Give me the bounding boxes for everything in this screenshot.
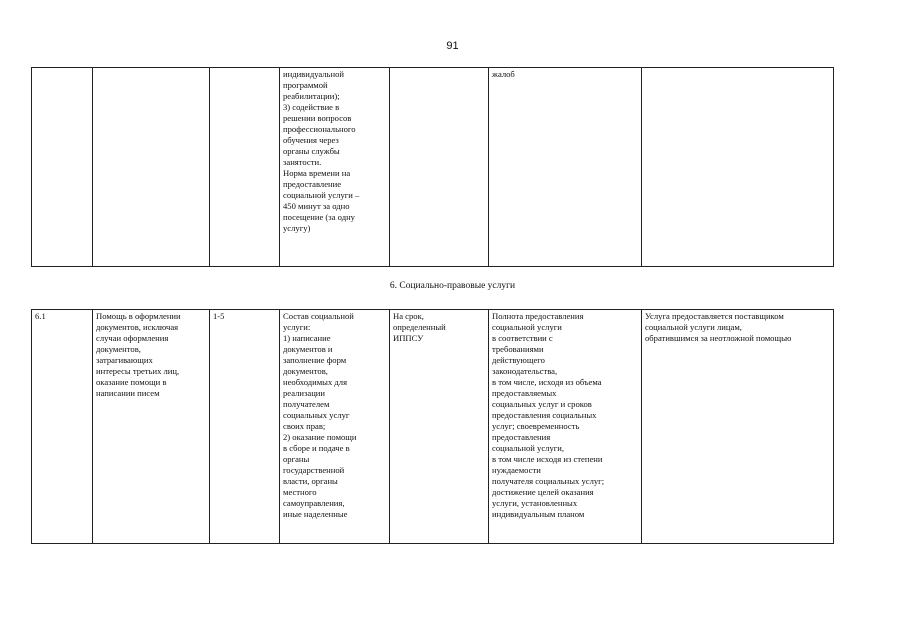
- text-line: самоуправления,: [283, 498, 345, 508]
- cell-number: 6.1: [32, 310, 93, 544]
- text-line: реабилитации);: [283, 91, 340, 101]
- text-line: получателем: [283, 399, 330, 409]
- text-line: требованиями: [492, 344, 544, 354]
- cell-quality: [489, 310, 642, 544]
- text-line: интересы третьих лиц,: [96, 366, 180, 376]
- text-line: социальных услуг и сроков: [492, 399, 592, 409]
- text-line: посещение (за одну: [283, 212, 355, 222]
- text-line: решении вопросов: [283, 113, 352, 123]
- text-line: документов и: [283, 344, 333, 354]
- text-line: обучения через: [283, 135, 339, 145]
- text-line: Услуга предоставляется поставщиком: [645, 311, 784, 321]
- text-line: индивидуальной: [283, 69, 344, 79]
- text-line: местного: [283, 487, 317, 497]
- text-line: предоставление: [283, 179, 342, 189]
- text-line: власти, органы: [283, 476, 338, 486]
- text-line: написании писем: [96, 388, 160, 398]
- text-line: предоставления социальных: [492, 410, 597, 420]
- text-line: программой: [283, 80, 328, 90]
- cell-number: [32, 68, 93, 267]
- text-line: услуги:: [283, 322, 311, 332]
- text-line: в соответствии с: [492, 333, 553, 343]
- text-line: оказание помощи в: [96, 377, 167, 387]
- table-row: [32, 68, 834, 267]
- text-line: социальной услуги,: [492, 443, 565, 453]
- cell-conditions: [642, 68, 834, 267]
- text-line: в сборе и подаче в: [283, 443, 350, 453]
- text-line: достижение целей оказания: [492, 487, 594, 497]
- section-title: 6. Социально-правовые услуги: [389, 281, 516, 291]
- text-line: ИППСУ: [393, 333, 424, 343]
- text-line: иные наделенные: [283, 509, 348, 519]
- text-line: Полнота предоставления: [492, 311, 584, 321]
- page-number: 91: [446, 40, 459, 52]
- text-line: Помощь в оформлении: [96, 311, 181, 321]
- text-line: в том числе, исходя из объема: [492, 377, 602, 387]
- cell-service-name: [93, 68, 210, 267]
- text-line: услуг; своевременность: [492, 421, 580, 431]
- text-line: необходимых для: [283, 377, 348, 387]
- text-line: жалоб: [492, 69, 515, 79]
- text-line: документов,: [96, 344, 141, 354]
- text-line: государственной: [283, 465, 345, 475]
- table-row: [32, 310, 834, 544]
- cell-quality: [489, 68, 642, 267]
- text-line: индивидуальным планом: [492, 509, 585, 519]
- text-line: 450 минут за одно: [283, 201, 350, 211]
- cell-conditions: [642, 310, 834, 544]
- cell-grades: 1-5: [210, 310, 280, 544]
- text-line: 1) написание: [283, 333, 331, 343]
- text-line: На срок,: [393, 311, 424, 321]
- text-line: законодательства,: [492, 366, 558, 376]
- text-line: 2) оказание помощи: [283, 432, 357, 442]
- text-line: предоставляемых: [492, 388, 557, 398]
- text-line: услуги, установленных: [492, 498, 578, 508]
- text-line: в том числе исходя из степени: [492, 454, 603, 464]
- text-line: социальной услуги лицам,: [645, 322, 742, 332]
- cell-service-name: [93, 310, 210, 544]
- text-line: социальной услуги –: [283, 190, 360, 200]
- cell-term: [390, 68, 489, 267]
- text-line: социальных услуг: [283, 410, 350, 420]
- text-line: действующего: [492, 355, 545, 365]
- text-line: услугу): [283, 223, 311, 233]
- text-line: нуждаемости: [492, 465, 541, 475]
- text-line: затрагивающих: [96, 355, 153, 365]
- services-table-section-6: [31, 309, 834, 544]
- text-line: заполнение форм: [283, 355, 347, 365]
- cell-grades: [210, 68, 280, 267]
- text-line: профессионального: [283, 124, 356, 134]
- text-line: органы: [283, 454, 310, 464]
- text-line: предоставления: [492, 432, 551, 442]
- text-line: документов,: [283, 366, 328, 376]
- text-line: определенный: [393, 322, 446, 332]
- text-line: своих прав;: [283, 421, 326, 431]
- text-line: социальной услуги: [492, 322, 562, 332]
- text-line: реализации: [283, 388, 325, 398]
- text-line: Норма времени на: [283, 168, 351, 178]
- text-line: занятости.: [283, 157, 322, 167]
- text-line: обратившимся за неотложной помощью: [645, 333, 792, 343]
- text-line: органы службы: [283, 146, 340, 156]
- text-line: документов, исключая: [96, 322, 179, 332]
- text-line: 3) содействие в: [283, 102, 340, 112]
- text-line: получателя социальных услуг;: [492, 476, 605, 486]
- cell-service-content: [280, 68, 390, 267]
- text-line: Состав социальной: [283, 311, 354, 321]
- cell-service-content: [280, 310, 390, 544]
- cell-term: [390, 310, 489, 544]
- services-table-continued: [31, 67, 834, 267]
- text-line: случаи оформления: [96, 333, 169, 343]
